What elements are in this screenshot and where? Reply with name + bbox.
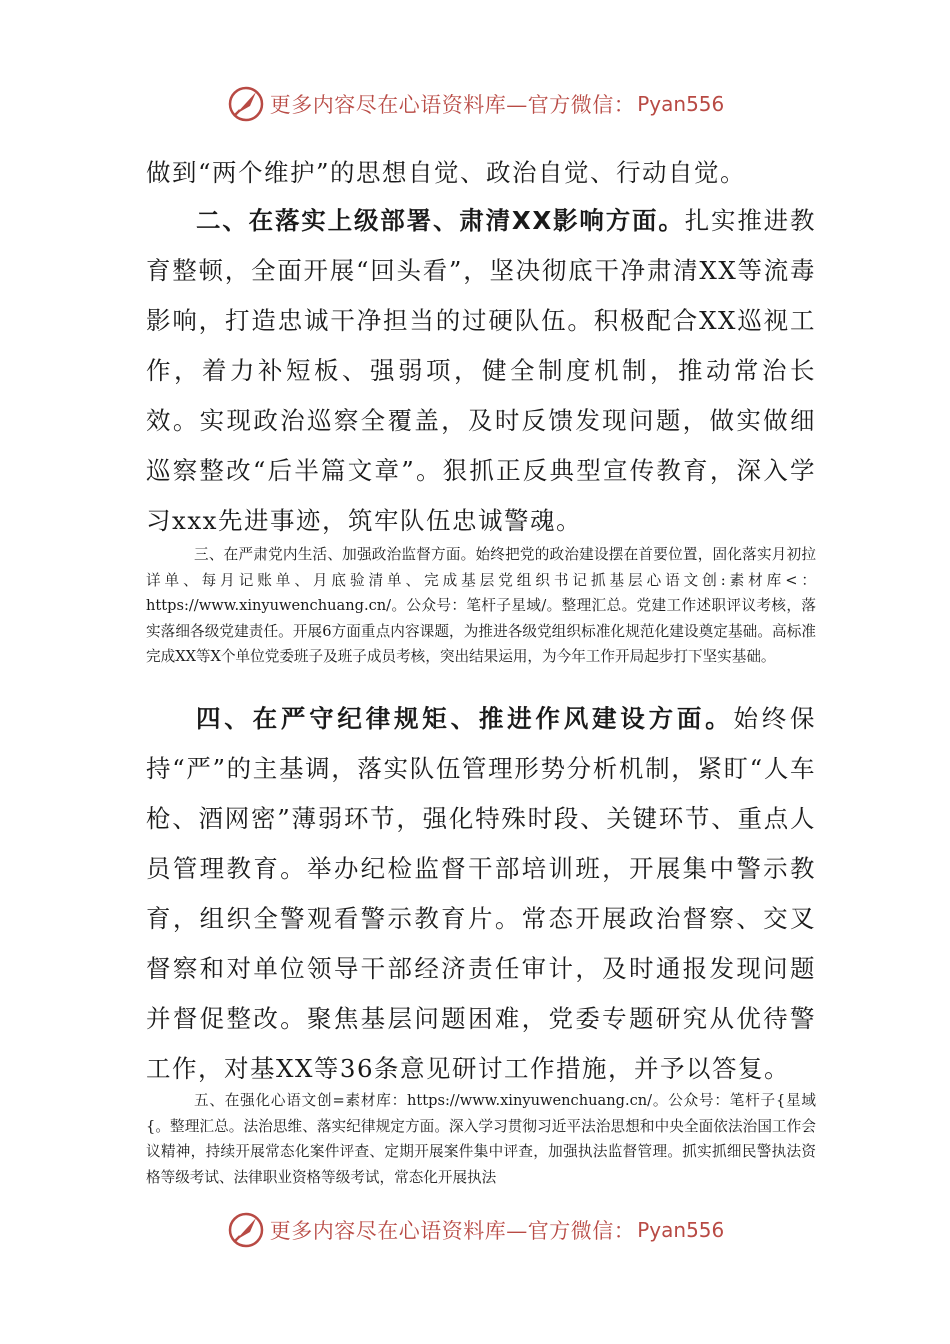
section-2-heading: 二、在落实上级部署、肃清XX影响方面。: [196, 206, 685, 235]
paragraph-3: 三、在严肃党内生活、加强政治监督方面。始终把党的政治建设摆在首要位置，固化落实月初拉详单、每月记账单、月底验清单、完成基层党组织书记抓基层心语文创:素材库<：https://www.xinyuwenchuang.cn/。公众号：笔杆子星域/。整理汇总。党建工作述职评议考核，落实落细各级党建责任。开展6方面重点内容课题，为推进各级党组织标准化规范化建设奠定基础。高标准完成XX等X个单位党委班子及班子成员考核，突出结果运用，为今年工作开局起步打下坚实基础。: [146, 546, 816, 665]
paragraph-4: [146, 694, 816, 1094]
banner-brand-text: 更多内容尽在心语资料库—官方微信：: [269, 93, 636, 117]
section-4-body: 始终保持“严”的主基调，落实队伍管理形势分析机制，紧盯“人车枪、酒网密”薄弱环节，强化特殊时段、关键环节、重点人员管理教育。举办纪检监督干部培训班，开展集中警示教育，组织全警观看警示教育片。常态开展政治督察、交叉督察和对单位领导干部经济责任审计，及时通报发现问题并督促整改。聚焦基层问题困难，党委专题研究从优待警工作，对基XX等36条意见研讨工作措施，并予以答复。: [146, 704, 817, 1083]
paragraph-2: [146, 196, 816, 546]
footer-banner: [0, 1206, 950, 1254]
section-4-heading: 四、在严守纪律规矩、推进作风建设方面。: [196, 704, 734, 733]
quill-logo-icon: [226, 1210, 266, 1250]
banner-wechat-id: Pyan556: [637, 92, 725, 116]
banner-wechat-id: Pyan556: [637, 1218, 725, 1242]
quill-logo-icon: [226, 84, 266, 124]
header-banner: [0, 80, 950, 128]
section-2-body: 扎实推进教育整顿，全面开展“回头看”，坚决彻底干净肃清XX等流毒影响，打造忠诚干净担当的过硬队伍。积极配合XX巡视工作，着力补短板、强弱项，健全制度机制，推动常治长效。实现政治巡察全覆盖，及时反馈发现问题，做实做细巡察整改“后半篇文章”。狠抓正反典型宣传教育，深入学习xxx先进事迹，筑牢队伍忠诚警魂。: [146, 206, 816, 535]
paragraph-5: 五、在强化心语文创=素材库：https://www.xinyuwenchuang.cn/。公众号：笔杆子{星域{。整理汇总。法治思维、落实纪律规定方面。深入学习贯彻习近平法治思想和中央全面依法治国工作会议精神，持续开展常态化案件评查、定期开展案件集中评查，加强执法监督管理。抓实抓细民警执法资格等级考试、法律职业资格等级考试，常态化开展执法: [146, 1092, 816, 1186]
paragraph-1: 做到“两个维护”的思想自觉、政治自觉、行动自觉。: [146, 158, 747, 187]
banner-brand-text: 更多内容尽在心语资料库—官方微信：: [269, 1219, 636, 1243]
